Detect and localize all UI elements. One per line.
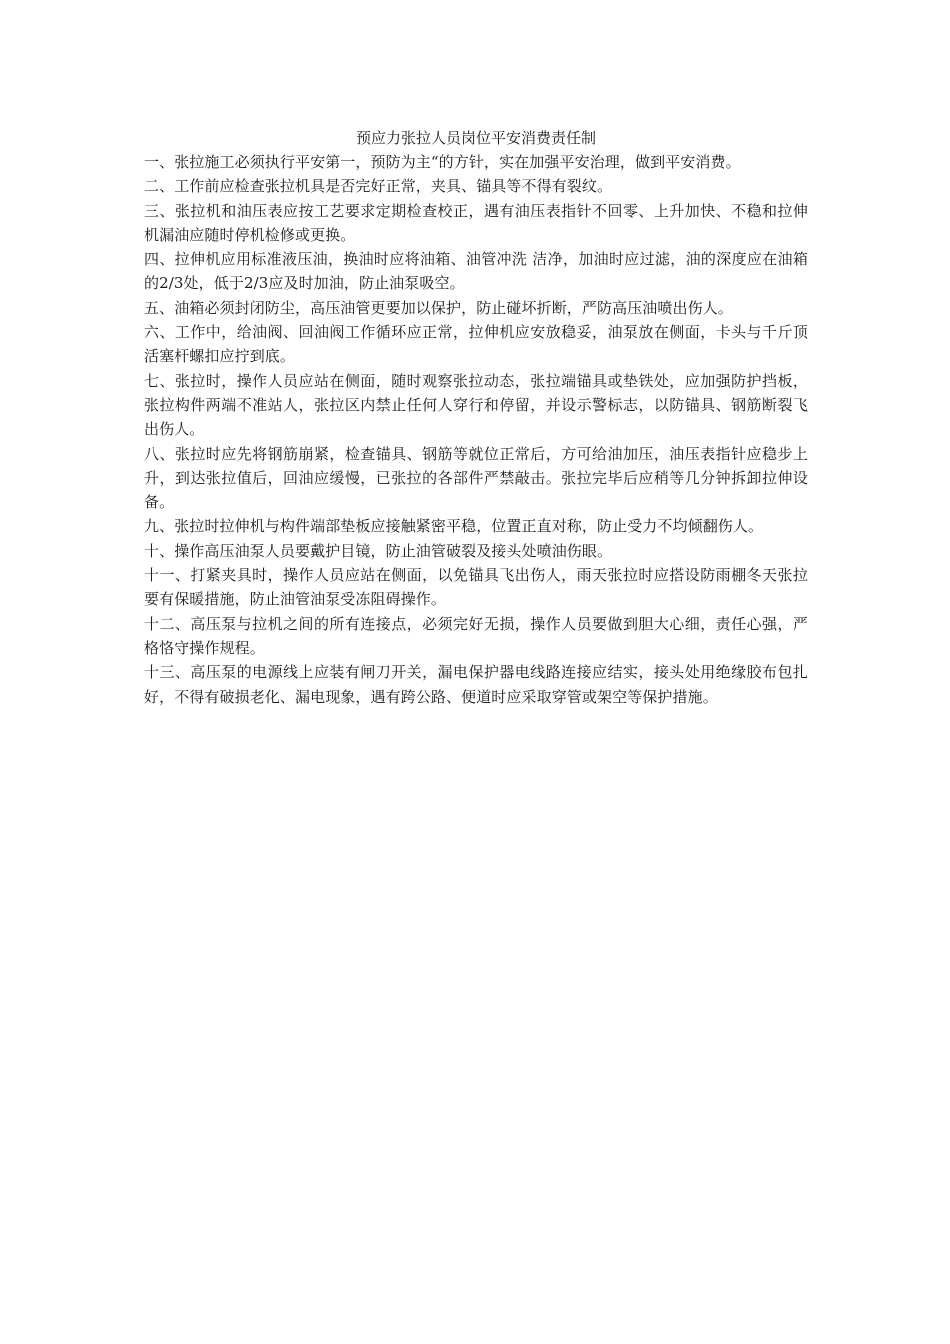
list-item: 十三、高压泵的电源线上应装有闸刀开关，漏电保护器电线路连接应结实，接头处用绝缘胶布包扎好，不得有破损老化、漏电现象，遇有跨公路、便道时应采取穿管或架空等保护措施。 [144,663,808,706]
list-item: 十、操作高压油泵人员要戴护目镜，防止油管破裂及接头处喷油伤眼。 [144,541,613,560]
document-page [144,126,808,709]
list-item: 四、拉伸机应用标准液压油，换油时应将油箱、油管冲洗 洁净，加油时应过滤，油的深度应在油箱的2/3处，低于2/3应及时加油，防止油泵吸空。 [144,250,808,293]
list-item: 七、张拉时，操作人员应站在侧面，随时观察张拉动态，张拉端锚具或垫铁处，应加强防护挡板，张拉构件两端不准站人，张拉区内禁止任何人穿行和停留，并设示警标志，以防锚具、钢筋断裂飞出伤人。 [144,371,808,439]
list-item: 九、张拉时拉伸机与构件端部垫板应接触紧密平稳，位置正直对称，防止受力不均倾翻伤人。 [144,517,764,536]
list-item: 五、油箱必须封闭防尘，高压油管更要加以保护，防止碰坏折断，严防高压油喷出伤人。 [144,298,733,317]
list-item: 十一、打紧夹具时，操作人员应站在侧面，以免锚具飞出伤人，雨天张拉时应搭设防雨棚冬天张拉要有保暖措施，防止油管油泵受冻阻碍操作。 [144,566,808,609]
list-item: 十二、高压泵与拉机之间的所有连接点，必须完好无损，操作人员要做到胆大心细，责任心强，严格恪守操作规程。 [144,614,808,657]
responsibility-list [144,150,808,709]
list-item: 六、工作中，给油阀、回油阀工作循环应正常，拉伸机应安放稳妥，油泵放在侧面，卡头与千斤顶活塞杆螺扣应拧到底。 [144,323,808,366]
list-item: 二、工作前应检查张拉机具是否完好正常，夹具、锚具等不得有裂纹。 [144,177,613,196]
list-item: 一、张拉施工必须执行平安第一，预防为主“的方针，实在加强平安治理，做到平安消费。 [144,153,741,171]
document-title: 预应力张拉人员岗位平安消费责任制 [355,129,596,147]
list-item: 八、张拉时应先将钢筋崩紧，检查锚具、钢筋等就位正常后，方可给油加压，油压表指针应稳步上升，到达张拉值后，回油应缓慢，已张拉的各部件严禁敲击。张拉完毕后应稍等几分钟拆卸拉伸设备。 [144,444,808,512]
list-item: 三、张拉机和油压表应按工艺要求定期检查校正，遇有油压表指针不回零、上升加快、不稳和拉伸机漏油应随时停机检修或更换。 [144,201,808,244]
